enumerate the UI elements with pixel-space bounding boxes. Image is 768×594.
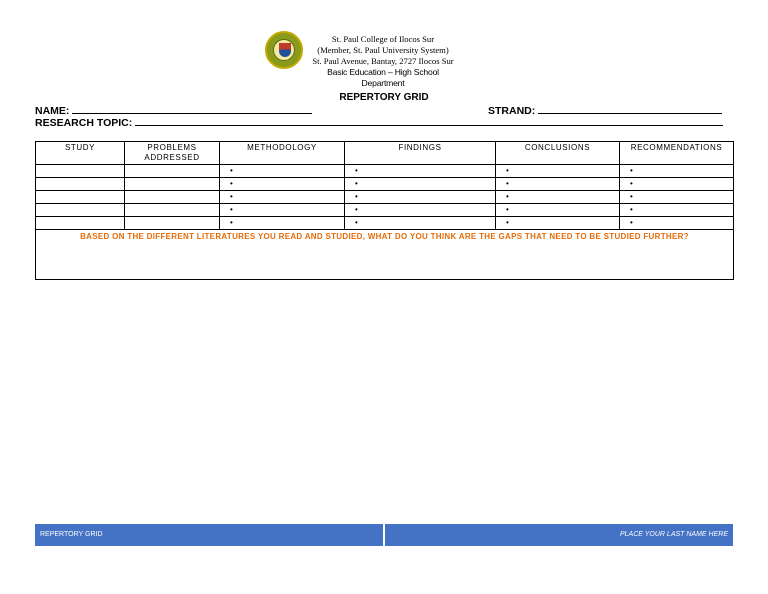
table-cell[interactable] [220,217,345,230]
school-seal-icon [265,31,303,69]
bullet-point: • [230,218,233,227]
bullet-point: • [630,192,633,201]
footer-bar [35,524,733,546]
table-cell[interactable] [36,178,125,191]
table-cell[interactable] [620,217,734,230]
bullet-point: • [355,166,358,175]
gap-question[interactable]: BASED ON THE DIFFERENT LITERATURES YOU READ AND STUDIED, WHAT DO YOU THINK ARE THE GAPS THAT NEED TO BE STUDIED FURTHER? [36,230,734,280]
bullet-point: • [630,218,633,227]
bullet-point: • [355,218,358,227]
column-header-methodology: METHODOLOGY [220,142,345,165]
strand-blank[interactable] [538,104,722,114]
bullet-point: • [355,205,358,214]
table-cell[interactable] [496,178,620,191]
bullet-point: • [506,192,509,201]
bullet-point: • [630,205,633,214]
table-cell[interactable] [36,217,125,230]
bullet-point: • [630,179,633,188]
name-blank[interactable] [72,104,312,114]
research-topic-field[interactable] [35,116,723,129]
table-cell[interactable] [345,217,496,230]
strand-label: STRAND: [488,105,536,117]
bullet-point: • [355,192,358,201]
bullet-point: • [506,205,509,214]
bullet-point: • [630,166,633,175]
school-address: St. Paul Avenue, Bantay, 2727 Ilocos Sur [312,56,454,66]
school-name: St. Paul College of Ilocos Sur [331,34,435,44]
table-cell[interactable] [345,191,496,204]
repertory-grid-table [35,141,734,280]
column-header-recommendations: RECOMMENDATIONS [620,142,734,165]
bullet-point: • [506,166,509,175]
table-row [36,217,734,230]
bullet-point: • [506,179,509,188]
table-cell[interactable] [620,204,734,217]
table-cell[interactable] [496,165,620,178]
research-topic-label: RESEARCH TOPIC: [35,117,133,129]
bullet-point: • [355,179,358,188]
table-header-row [36,142,734,165]
table-cell[interactable] [496,204,620,217]
gap-row [36,230,734,280]
table-cell[interactable] [345,165,496,178]
table-cell[interactable] [125,191,220,204]
table-cell[interactable] [220,178,345,191]
bullet-point: • [230,179,233,188]
table-cell[interactable] [125,165,220,178]
table-cell[interactable] [620,191,734,204]
school-membership: (Member, St. Paul University System) [317,45,449,55]
column-header-problems: PROBLEMS ADDRESSED [125,142,220,165]
table-cell[interactable] [36,165,125,178]
school-info [308,34,458,89]
document-header [0,31,768,88]
name-label: NAME: [35,105,70,117]
column-header-conclusions: CONCLUSIONS [496,142,620,165]
table-cell[interactable] [220,191,345,204]
column-header-study: STUDY [36,142,125,165]
school-department: Basic Education – High School Department [327,67,439,88]
footer-left-label: REPERTORY GRID [35,524,383,546]
table-cell[interactable] [125,204,220,217]
table-cell[interactable] [496,217,620,230]
footer-last-name[interactable]: PLACE YOUR LAST NAME HERE [383,524,733,546]
table-cell[interactable] [220,204,345,217]
table-cell[interactable] [345,204,496,217]
table-row [36,178,734,191]
bullet-point: • [230,166,233,175]
research-topic-blank[interactable] [135,116,723,126]
table-cell[interactable] [125,217,220,230]
bullet-point: • [506,218,509,227]
table-cell[interactable] [36,191,125,204]
table-cell[interactable] [496,191,620,204]
column-header-findings: FINDINGS [345,142,496,165]
table-cell[interactable] [345,178,496,191]
table-cell[interactable] [620,178,734,191]
table-cell[interactable] [125,178,220,191]
table-row [36,165,734,178]
bullet-point: • [230,205,233,214]
table-cell[interactable] [36,204,125,217]
table-cell[interactable] [220,165,345,178]
table-row [36,204,734,217]
bullet-point: • [230,192,233,201]
table-cell[interactable] [620,165,734,178]
page-title: REPERTORY GRID [339,92,429,103]
table-row [36,191,734,204]
